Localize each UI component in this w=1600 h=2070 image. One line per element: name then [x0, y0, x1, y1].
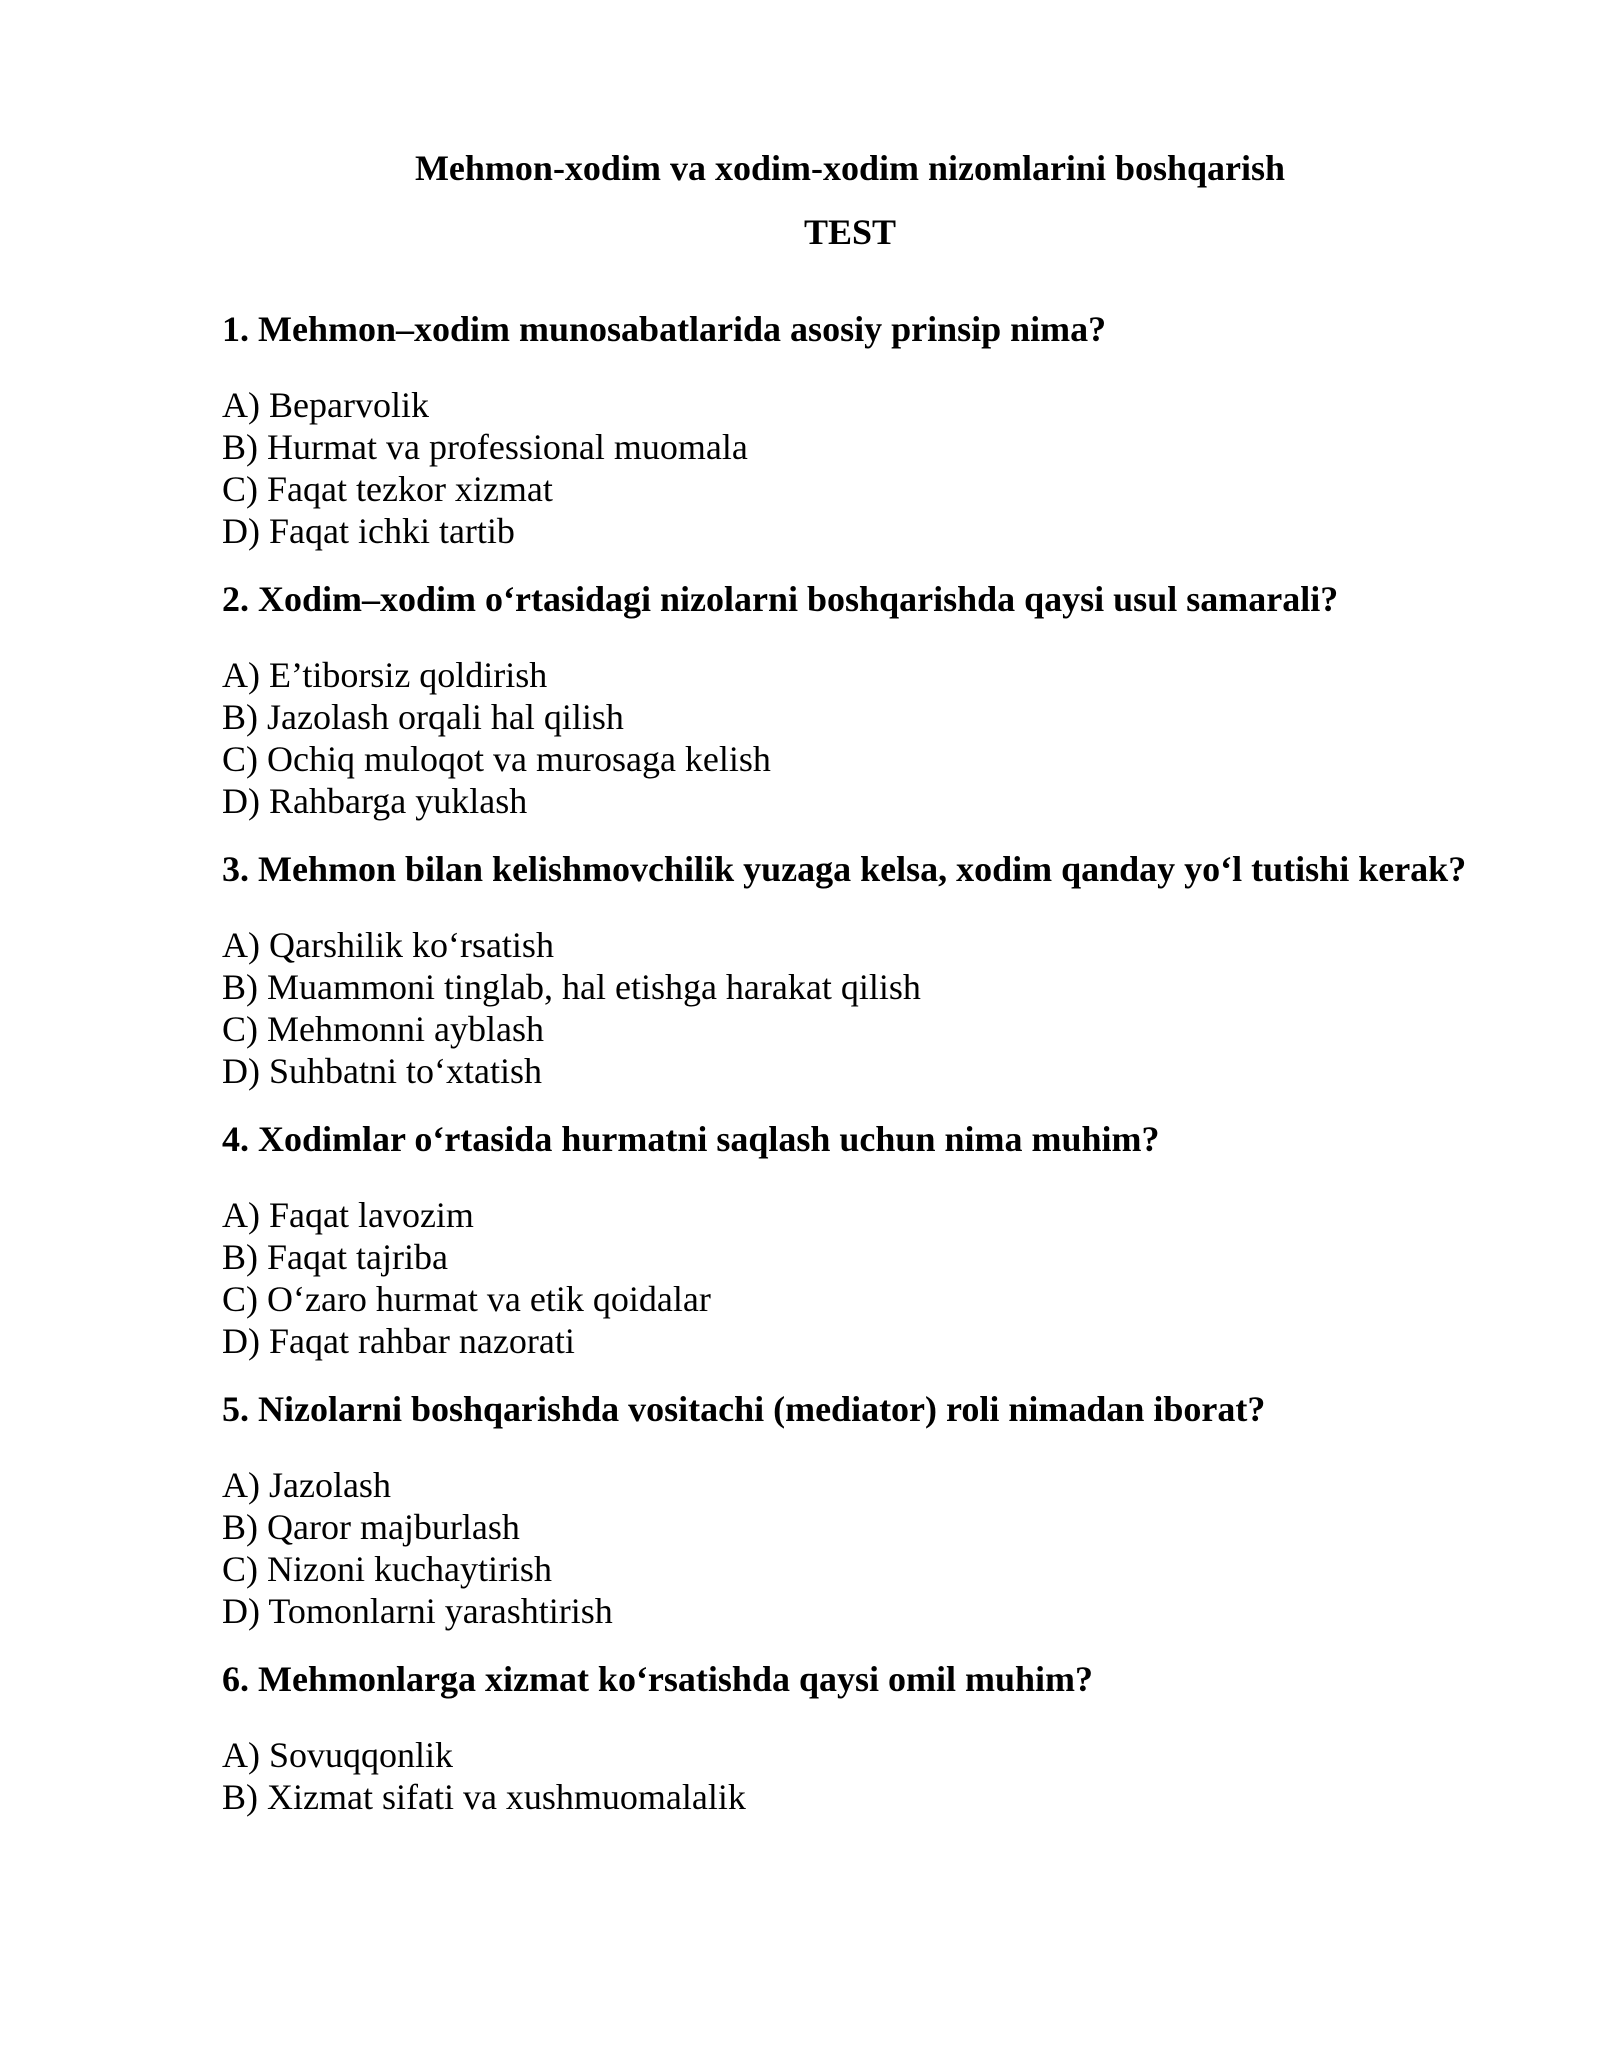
option-b: B) Muammoni tinglab, hal etishga harakat qilish: [222, 967, 921, 1007]
question-text: 2. Xodim–xodim oʻrtasidagi nizolarni boshqarishda qaysi usul samarali?: [222, 579, 1339, 619]
option-b: B) Jazolash orqali hal qilish: [222, 697, 624, 737]
option-b: B) Qaror majburlash: [222, 1507, 520, 1547]
question-text: 4. Xodimlar oʻrtasida hurmatni saqlash uchun nima muhim?: [222, 1119, 1160, 1159]
option-d: D) Tomonlarni yarashtirish: [222, 1591, 613, 1631]
option-list: [222, 384, 1562, 552]
document-title: Mehmon-xodim va xodim-xodim nizomlarini boshqarish: [414, 148, 1286, 188]
question-2: [222, 578, 1562, 822]
option-c: C) Oʻzaro hurmat va etik qoidalar: [222, 1279, 711, 1319]
question-text: 5. Nizolarni boshqarishda vositachi (mediator) roli nimadan iborat?: [222, 1389, 1266, 1429]
option-d: D) Faqat rahbar nazorati: [222, 1321, 575, 1361]
option-b: B) Hurmat va professional muomala: [222, 427, 748, 467]
question-1: [222, 308, 1562, 552]
question-4: [222, 1118, 1562, 1362]
question-list: [222, 308, 1562, 1844]
option-a: A) Qarshilik koʻrsatish: [222, 925, 554, 965]
option-a: A) Beparvolik: [222, 385, 429, 425]
option-c: C) Nizoni kuchaytirish: [222, 1549, 552, 1589]
question-5: [222, 1388, 1562, 1632]
document-subtitle: TEST: [803, 212, 897, 252]
option-c: C) Mehmonni ayblash: [222, 1009, 544, 1049]
question-text: 6. Mehmonlarga xizmat koʻrsatishda qaysi omil muhim?: [222, 1659, 1094, 1699]
option-list: [222, 1734, 1562, 1818]
option-b: B) Faqat tajriba: [222, 1237, 448, 1277]
option-list: [222, 654, 1562, 822]
question-6: [222, 1658, 1562, 1818]
option-d: D) Rahbarga yuklash: [222, 781, 528, 821]
option-c: C) Faqat tezkor xizmat: [222, 469, 553, 509]
option-list: [222, 1194, 1562, 1362]
option-d: D) Suhbatni toʻxtatish: [222, 1051, 542, 1091]
question-text: 1. Mehmon–xodim munosabatlarida asosiy prinsip nima?: [222, 309, 1107, 349]
option-list: [222, 924, 1562, 1092]
option-d: D) Faqat ichki tartib: [222, 511, 515, 551]
question-3: [222, 848, 1562, 1092]
option-list: [222, 1464, 1562, 1632]
option-a: A) Jazolash: [222, 1465, 391, 1505]
option-a: A) Sovuqqonlik: [222, 1735, 454, 1775]
question-text: 3. Mehmon bilan kelishmovchilik yuzaga kelsa, xodim qanday yoʻl tutishi kerak?: [222, 849, 1467, 889]
option-c: C) Ochiq muloqot va murosaga kelish: [222, 739, 771, 779]
option-a: A) E’tiborsiz qoldirish: [222, 655, 548, 695]
option-b: B) Xizmat sifati va xushmuomalalik: [222, 1777, 746, 1817]
option-a: A) Faqat lavozim: [222, 1195, 474, 1235]
